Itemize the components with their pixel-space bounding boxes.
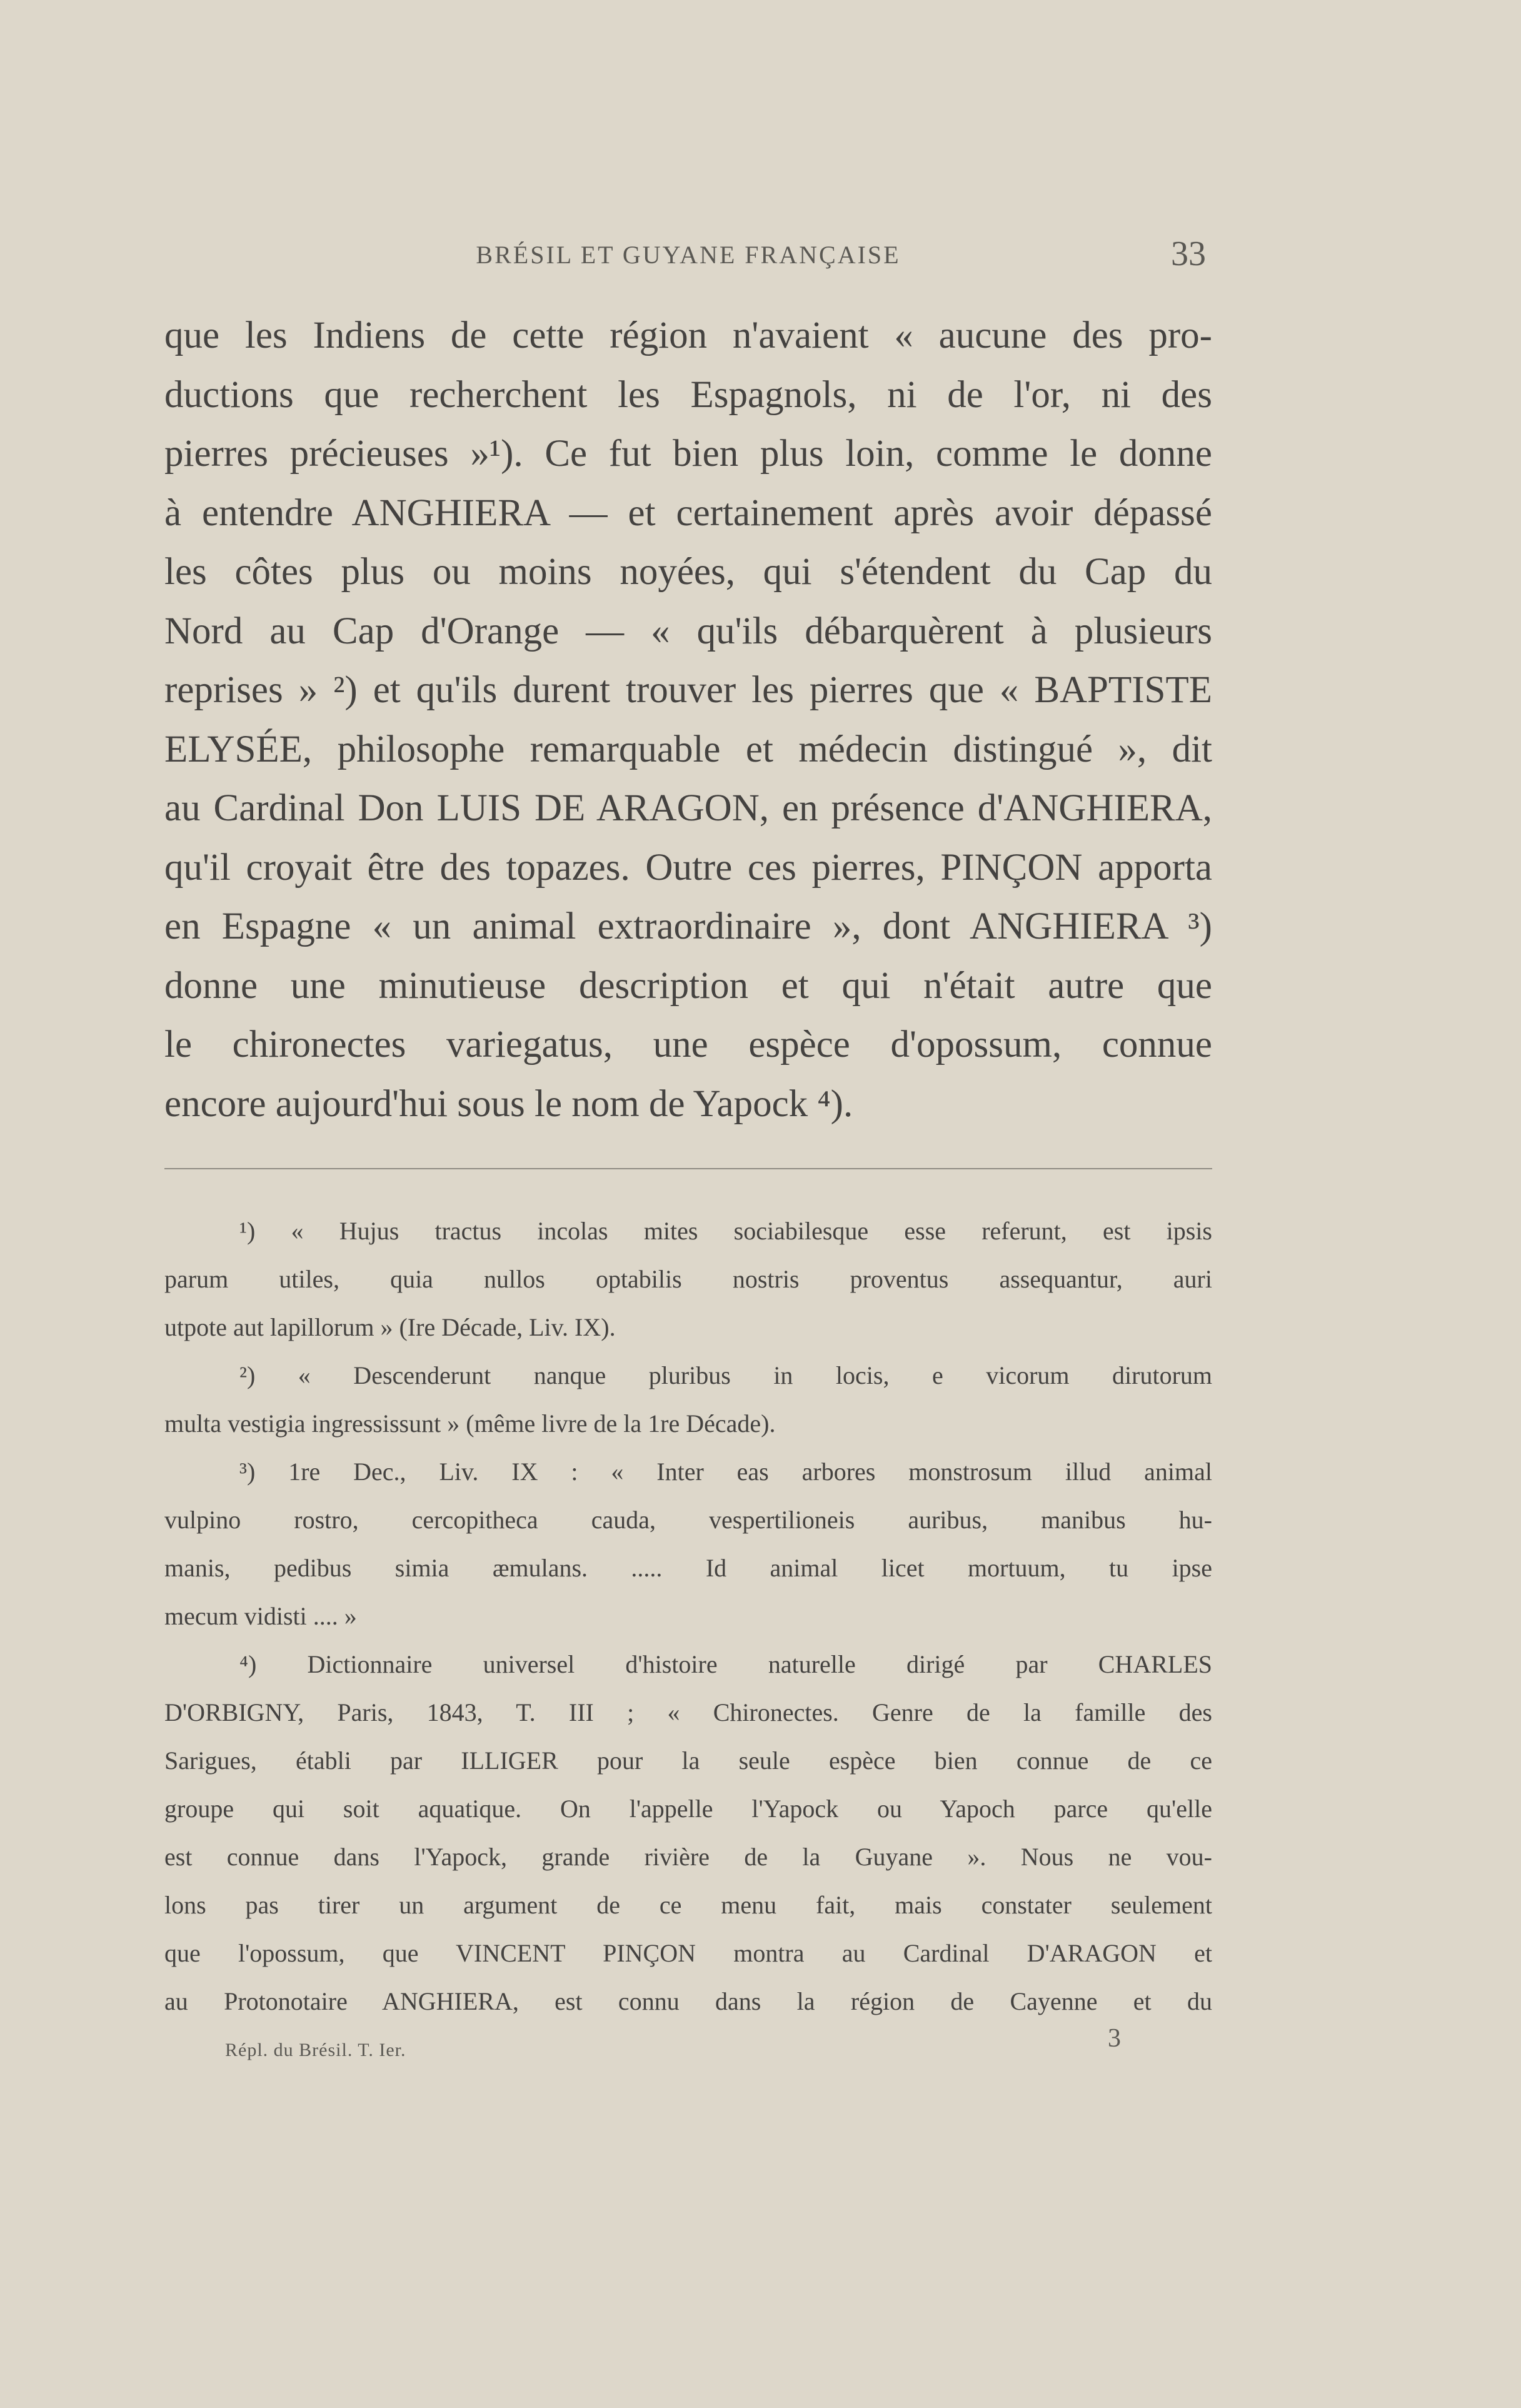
text-line: que les Indiens de cette région n'avaient « aucune des pro- <box>164 315 1212 356</box>
footnote-line: au Protonotaire ANGHIERA, est connu dans la région de Cayenne et du <box>164 1987 1212 2015</box>
footnote-line: ³) 1re Dec., Liv. IX : « Inter eas arbores monstrosum illud animal <box>239 1458 1212 1486</box>
text-line: ductions que recherchent les Espagnols, ni de l'or, ni des <box>164 373 1212 416</box>
footnote-line: D'ORBIGNY, Paris, 1843, T. III ; « Chironectes. Genre de la famille des <box>164 1698 1212 1726</box>
footnote-line: ⁴) Dictionnaire universel d'histoire naturelle dirigé par CHARLES <box>239 1650 1212 1678</box>
footnote-line: parum utiles, quia nullos optabilis nostris proventus assequantur, auri <box>164 1265 1212 1293</box>
text-line: ELYSÉE, philosophe remarquable et médecin distingué », dit <box>164 728 1212 770</box>
footnotes <box>164 1207 1212 2025</box>
footnote-line: groupe qui soit aquatique. On l'appelle l'Yapock ou Yapoch parce qu'elle <box>164 1795 1212 1823</box>
text-line: donne une minutieuse description et qui n'était autre que <box>164 964 1212 1007</box>
footnote-line: mecum vidisti .... » <box>164 1602 357 1630</box>
text-line: à entendre ANGHIERA — et certainement après avoir dépassé <box>164 491 1212 534</box>
footnote-line: utpote aut lapillorum » (Ire Décade, Liv. IX). <box>164 1313 616 1341</box>
text-line: au Cardinal Don LUIS DE ARAGON, en présence d'ANGHIERA, <box>164 787 1212 829</box>
footnote-line: que l'opossum, que VINCENT PINÇON montra au Cardinal D'ARAGON et <box>164 1939 1212 1967</box>
footnote-line: ²) « Descenderunt nanque pluribus in locis, e vicorum dirutorum <box>239 1361 1212 1389</box>
text-line: qu'il croyait être des topazes. Outre ces pierres, PINÇON apporta <box>164 846 1212 889</box>
running-title: BRÉSIL ET GUYANE FRANÇAISE <box>476 241 901 269</box>
text-line: en Espagne « un animal extraordinaire », dont ANGHIERA ³) <box>164 905 1212 947</box>
text-line: le chironectes variegatus, une espèce d'opossum, connue <box>164 1024 1212 1065</box>
footnote-line: lons pas tirer un argument de ce menu fait, mais constater seulement <box>164 1891 1212 1919</box>
page-number: 33 <box>1171 234 1206 273</box>
text-line: les côtes plus ou moins noyées, qui s'étendent du Cap du <box>164 551 1212 593</box>
footnote-line: est connue dans l'Yapock, grande rivière de la Guyane ». Nous ne vou- <box>164 1843 1212 1871</box>
running-header <box>0 234 1521 278</box>
text-line: Nord au Cap d'Orange — « qu'ils débarquèrent à plusieurs <box>164 610 1212 652</box>
footnote-line: Sarigues, établi par ILLIGER pour la seule espèce bien connue de ce <box>164 1746 1212 1775</box>
text-line: reprises » ²) et qu'ils durent trouver les pierres que « BAPTISTE <box>164 669 1212 711</box>
text-line: pierres précieuses »¹). Ce fut bien plus loin, comme le donne <box>164 433 1212 475</box>
text-line: encore aujourd'hui sous le nom de Yapock ⁴). <box>164 1082 853 1125</box>
footnote-line: vulpino rostro, cercopitheca cauda, vespertilioneis auribus, manibus hu- <box>164 1506 1212 1534</box>
footnote-line: ¹) « Hujus tractus incolas mites sociabilesque esse referunt, est ipsis <box>239 1217 1212 1245</box>
footnote-rule <box>164 1168 1212 1169</box>
main-text <box>164 306 1212 1134</box>
footnote-line: multa vestigia ingressissunt » (même livre de la 1re Décade). <box>164 1409 776 1438</box>
signature-mark: Répl. du Brésil. T. Ier. <box>225 2040 406 2060</box>
footnote-line: manis, pedibus simia æmulans. ..... Id animal licet mortuum, tu ipse <box>164 1554 1212 1582</box>
signature-number: 3 <box>1108 2024 1121 2053</box>
